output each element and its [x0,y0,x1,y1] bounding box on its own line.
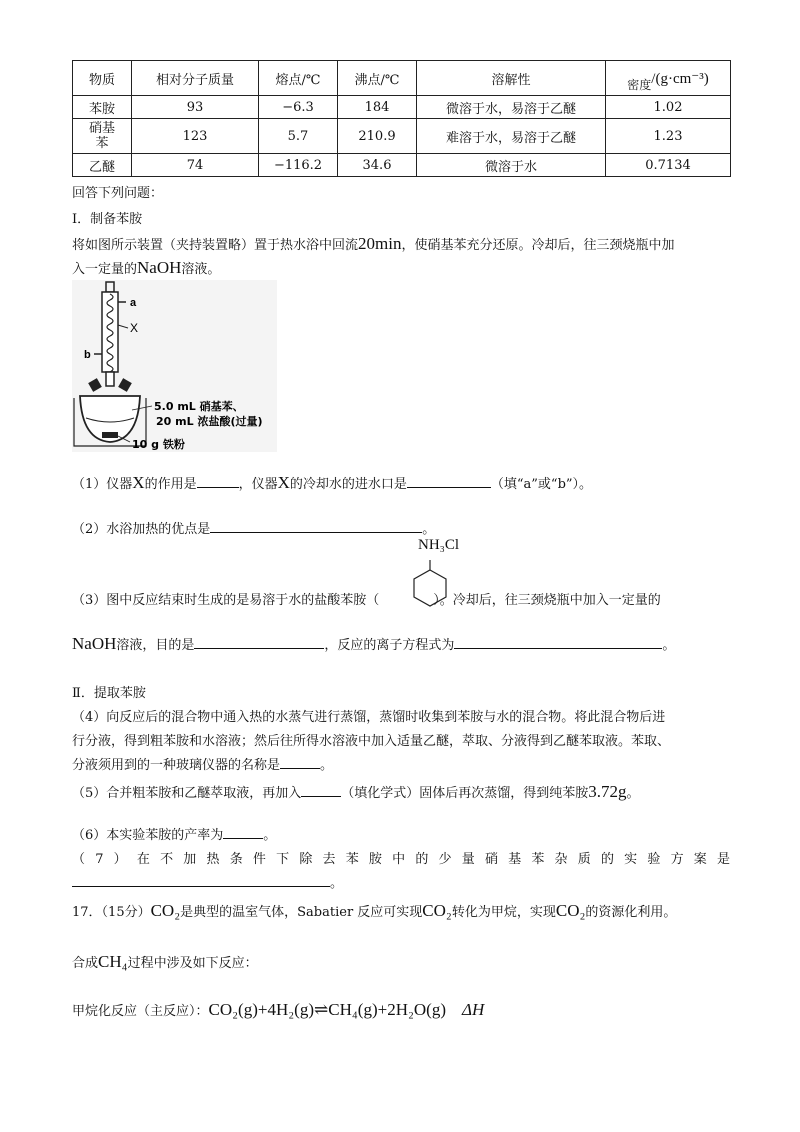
question-4-line3 [72,754,333,773]
q5-text: 。 [626,786,640,801]
table-cell: 210.9 [338,119,417,154]
question-17-line2 [72,952,258,972]
table-cell: 苯胺 [73,96,132,119]
para-text: 溶液。 [181,262,221,277]
q17-number: 17．（15分） [72,905,151,920]
q4-text: 。 [320,758,334,773]
question-7-line1: （7）在不加热条件下除去苯胺中的少量硝基苯杂质的实验方案是 [72,852,730,867]
header-density-label: 密度 [627,77,652,92]
aniline-mass: 3.72g [588,782,627,801]
q17-text: 的资源化利用。 [585,905,677,920]
para-text: ，使硝基苯充分还原。冷却后，往三颈烧瓶中加 [401,238,675,253]
q1-text: （填“a”或“b”）。 [490,477,593,492]
header-solubility: 溶解性 [417,61,606,96]
q6-text: 。 [263,828,277,843]
header-boiling-point: 沸点/℃ [338,61,417,96]
q7-text: 。 [330,876,344,891]
header-substance: 物质 [73,61,132,96]
q17-text: 甲烷化反应（主反应）： [72,1004,209,1019]
table-cell: 难溶于水，易溶于乙醚 [417,119,606,154]
q1-text: ，仪器 [238,477,278,492]
table-cell: 34.6 [338,154,417,177]
answer-blank-q3-equation[interactable] [454,634,662,649]
q17-text: 过程中涉及如下反应： [127,956,258,971]
reflux-time: 20min [358,234,402,253]
question-4-line1: （4）向反应后的混合物中通入热的水蒸气进行蒸馏，蒸馏时收集到苯胺与水的混合物。将此混合物后进 [72,710,666,725]
q3-text: （3）图中反应结束时生成的是易溶于水的盐酸苯胺（ [72,593,380,608]
q3-text: ，反应的离子方程式为 [324,638,455,653]
q1-text: （1）仪器 [72,477,133,492]
question-17-line1 [72,901,676,921]
header-melting-point: 熔点/℃ [259,61,338,96]
q5-text: （5）合并粗苯胺和乙醚萃取液，再加入 [72,786,302,801]
table-cell: 微溶于水，易溶于乙醚 [417,96,606,119]
enthalpy-symbol: ΔH [462,1000,485,1019]
q3-text: 溶液，目的是 [116,638,195,653]
question-3-line2 [72,634,675,654]
table-cell: 1.02 [606,96,731,119]
question-5 [72,782,640,802]
iron-powder [102,432,118,438]
question-2 [72,518,435,537]
table-cell: 0.7134 [606,154,731,177]
label-b: b [84,349,91,361]
answer-blank-q2[interactable] [210,518,422,533]
note-nitrobenzene: 5.0 mL 硝基苯、 [154,400,244,413]
table-cell: 123 [132,119,259,154]
table-cell [73,119,132,154]
question-17-line3 [72,1000,484,1020]
note-iron: 10 g 铁粉 [132,438,185,451]
answer-blank-q4[interactable] [280,754,320,769]
answer-blank-q7[interactable] [72,872,330,887]
q3-text: 。 [662,638,676,653]
section2-title: Ⅱ．提取苯胺 [72,686,146,701]
table-cell: 93 [132,96,259,119]
header-molar-mass: 相对分子质量 [132,61,259,96]
table-cell: −116.2 [259,154,338,177]
table-cell: 1.23 [606,119,731,154]
nh3cl-label: NH₃Cl [418,537,460,553]
q2-text: （2）水浴加热的优点是 [72,522,211,537]
answer-blank-q6[interactable] [223,824,263,839]
q2-text: 。 [422,522,436,537]
question-6 [72,824,276,843]
co2-formula: CO₂ [555,901,586,920]
header-density [606,61,731,96]
table-cell: 74 [132,154,259,177]
q1-text: 的作用是 [144,477,197,492]
q3-text: ）。冷却后，往三颈烧瓶中加入一定量的 [433,593,661,608]
q17-text: 转化为甲烷，实现 [451,905,556,920]
question-7-line2 [72,872,343,891]
instrument-x: X [132,473,145,492]
methanation-equation: CO₂(g)+4H₂(g)⇌CH₄(g)+2H₂O(g) [208,1000,446,1019]
table-cell: 5.7 [259,119,338,154]
instrument-x: X [277,473,290,492]
table-cell: 乙醚 [73,154,132,177]
label-a: a [130,297,137,309]
q17-text: 合成 [72,956,99,971]
intro-text: 回答下列问题： [72,186,164,201]
question-1 [72,473,592,493]
table-row [73,96,731,119]
answer-blank-q3-purpose[interactable] [194,634,324,649]
question-3-line1 [72,589,661,608]
table-cell-text: 硝基苯 [88,121,115,151]
naoh-formula: NaOH [137,258,182,277]
q17-text: 是典型的温室气体，Sabatier 反应可实现 [180,905,423,920]
para-text: 入一定量的 [72,262,138,277]
table-row [73,119,731,154]
note-hcl: 20 mL 浓盐酸(过量) [156,415,263,428]
table-cell: 微溶于水 [417,154,606,177]
header-density-unit: /(g·cm⁻³) [651,70,709,87]
section1-title: Ⅰ．制备苯胺 [72,212,143,227]
table-row [73,154,731,177]
q4-text: 分液须用到的一种玻璃仪器的名称是 [72,758,281,773]
co2-formula: CO₂ [150,901,181,920]
section1-paragraph-line1 [72,234,674,254]
q1-text: 的冷却水的进水口是 [289,477,407,492]
table-header-row [73,61,731,96]
properties-table [72,60,731,177]
answer-blank-q1-function[interactable] [197,473,239,488]
answer-blank-q1-inlet[interactable] [407,473,491,488]
table-cell: 184 [338,96,417,119]
naoh-formula: NaOH [72,634,117,653]
co2-formula: CO₂ [422,901,452,920]
apparatus-figure [72,280,277,452]
para-text: 将如图所示装置（夹持装置略）置于热水浴中回流 [72,238,359,253]
question-4-line2: 行分液，得到粗苯胺和水溶液；然后往所得水溶液中加入适量乙醚，萃取、分液得到乙醚苯取液。苯取、 [72,734,671,749]
q6-text: （6）本实验苯胺的产率为 [72,828,224,843]
q5-text: （填化学式）固体后再次蒸馏，得到纯苯胺 [341,786,589,801]
section1-paragraph-line2 [72,258,220,278]
ch4-formula: CH₄ [98,952,128,971]
answer-blank-q5[interactable] [301,782,341,797]
label-x: X [130,321,139,335]
table-cell: −6.3 [259,96,338,119]
